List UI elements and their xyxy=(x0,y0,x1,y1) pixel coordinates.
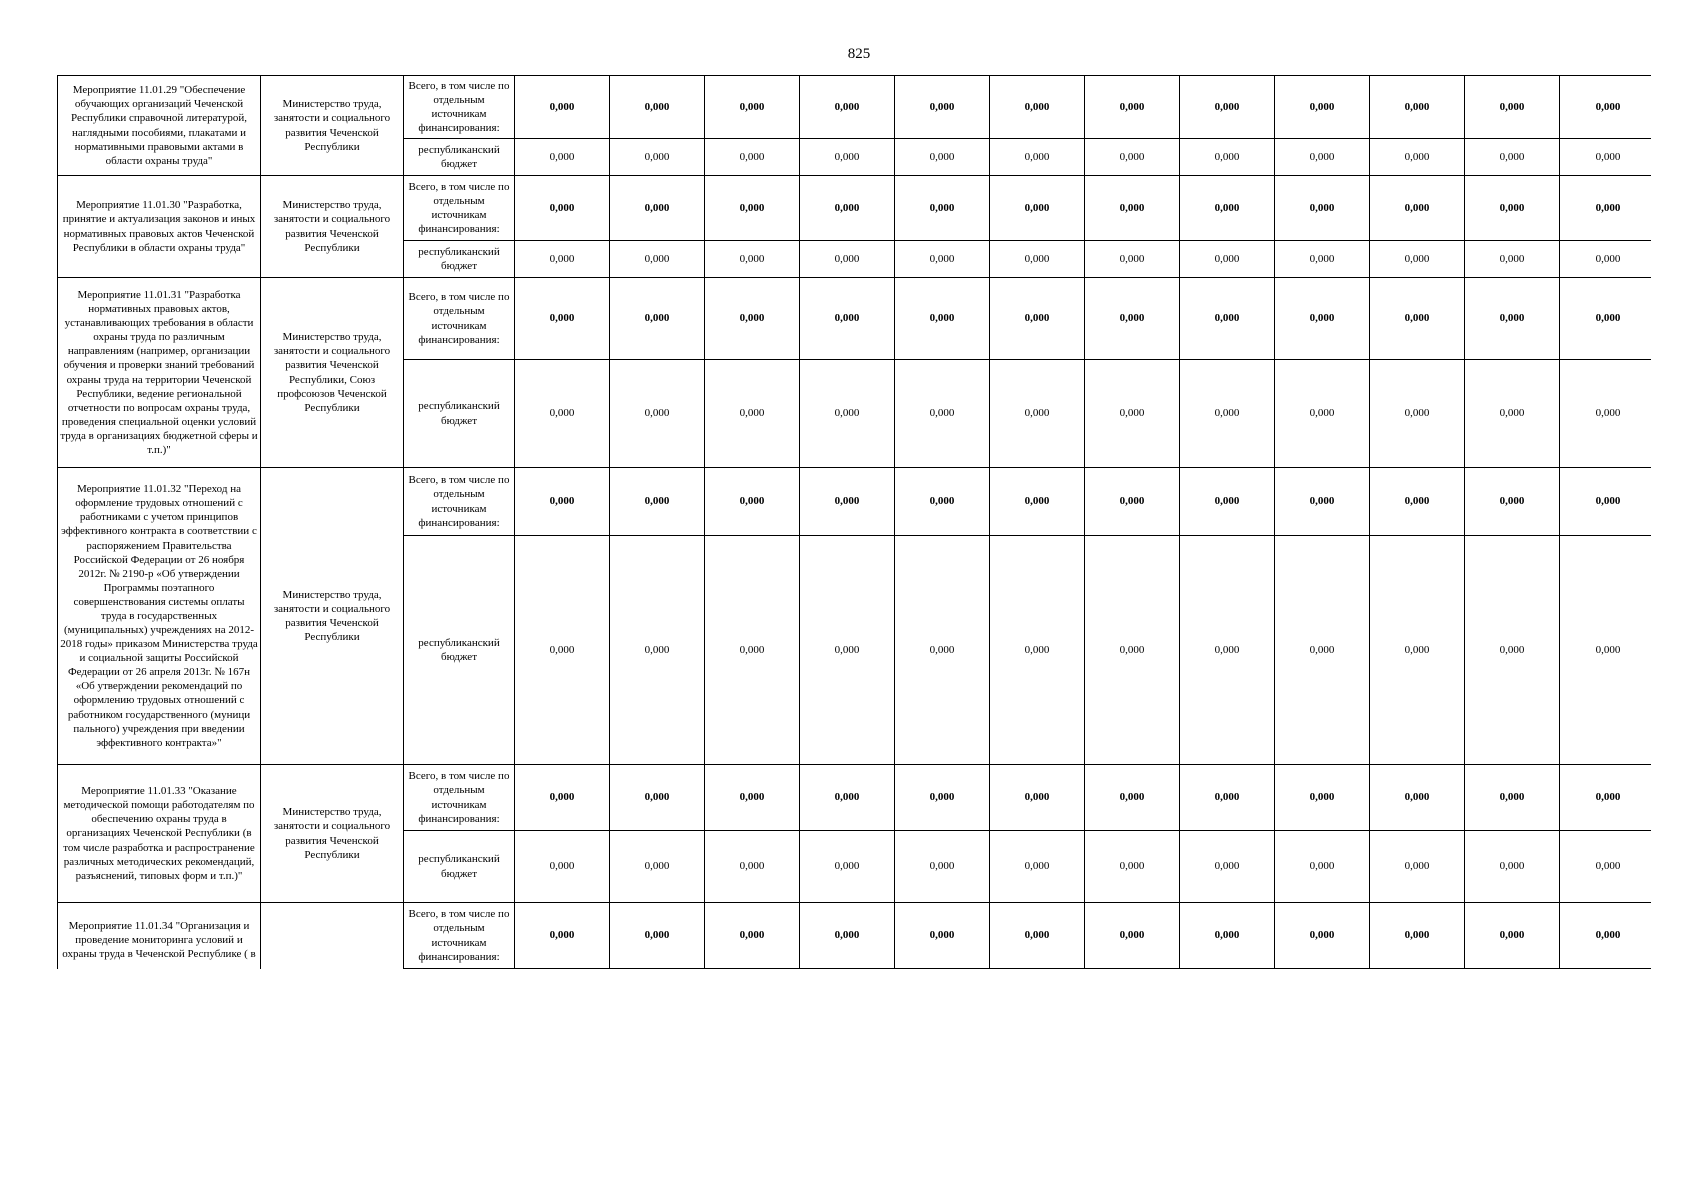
financing-table xyxy=(57,75,1651,969)
value-budget-cell: 0,000 xyxy=(1560,139,1652,176)
value-budget-cell: 0,000 xyxy=(800,360,895,468)
value-total-cell: 0,000 xyxy=(990,903,1085,969)
source-total-label: Всего, в том числе по отдельным источникам финансирования: xyxy=(404,176,515,241)
value-total-cell: 0,000 xyxy=(515,903,610,969)
value-budget-cell: 0,000 xyxy=(1180,831,1275,903)
value-budget-cell: 0,000 xyxy=(1275,831,1370,903)
value-budget-cell: 0,000 xyxy=(705,139,800,176)
value-total-cell: 0,000 xyxy=(1275,176,1370,241)
value-total-cell: 0,000 xyxy=(895,903,990,969)
value-budget-cell: 0,000 xyxy=(610,139,705,176)
value-total-cell: 0,000 xyxy=(1180,278,1275,360)
value-total-cell: 0,000 xyxy=(800,903,895,969)
value-budget-cell: 0,000 xyxy=(990,139,1085,176)
value-budget-cell: 0,000 xyxy=(610,536,705,765)
value-budget-cell: 0,000 xyxy=(705,360,800,468)
value-total-cell: 0,000 xyxy=(1560,76,1652,139)
value-budget-cell: 0,000 xyxy=(1465,360,1560,468)
value-total-cell: 0,000 xyxy=(1085,176,1180,241)
value-total-cell: 0,000 xyxy=(1180,903,1275,969)
value-total-cell: 0,000 xyxy=(990,468,1085,536)
value-total-cell: 0,000 xyxy=(1180,468,1275,536)
measure-name: Мероприятие 11.01.31 "Разработка нормативных правовых актов, устанавливающих требования в области охраны труда по различным направлениям (например, организации обучения и проверки знаний требований охраны труда на территории Чеченской Республики, ведение региональной отчетности по вопросам охраны труда, проведения специальной оценки условий труда в организациях бюджетной сферы и т.п.)" xyxy=(58,278,261,468)
measure-executor: Министерство труда, занятости и социального развития Чеченской Республики, Союз профсоюзов Чеченской Республики xyxy=(261,278,404,468)
value-budget-cell: 0,000 xyxy=(515,536,610,765)
value-budget-cell: 0,000 xyxy=(895,241,990,278)
source-budget-label: республиканский бюджет xyxy=(404,831,515,903)
value-total-cell: 0,000 xyxy=(895,278,990,360)
measure-name: Мероприятие 11.01.30 "Разработка, принятие и актуализация законов и иных нормативных правовых актов Чеченской Республики в области охраны труда" xyxy=(58,176,261,278)
value-budget-cell: 0,000 xyxy=(610,360,705,468)
value-total-cell: 0,000 xyxy=(1370,76,1465,139)
value-budget-cell: 0,000 xyxy=(1085,139,1180,176)
source-total-label: Всего, в том числе по отдельным источникам финансирования: xyxy=(404,76,515,139)
value-total-cell: 0,000 xyxy=(610,903,705,969)
measure-total-row xyxy=(58,278,1652,360)
measure-executor: Министерство труда, занятости и социального развития Чеченской Республики xyxy=(261,176,404,278)
value-budget-cell: 0,000 xyxy=(515,139,610,176)
value-total-cell: 0,000 xyxy=(800,278,895,360)
value-total-cell: 0,000 xyxy=(1560,468,1652,536)
value-total-cell: 0,000 xyxy=(610,76,705,139)
value-total-cell: 0,000 xyxy=(1085,765,1180,831)
value-budget-cell: 0,000 xyxy=(800,139,895,176)
measure-executor xyxy=(261,903,404,969)
value-budget-cell: 0,000 xyxy=(990,536,1085,765)
value-total-cell: 0,000 xyxy=(990,76,1085,139)
measure-total-row xyxy=(58,903,1652,969)
value-budget-cell: 0,000 xyxy=(1560,360,1652,468)
value-total-cell: 0,000 xyxy=(1085,76,1180,139)
value-total-cell: 0,000 xyxy=(1560,765,1652,831)
value-budget-cell: 0,000 xyxy=(1180,139,1275,176)
value-total-cell: 0,000 xyxy=(1560,176,1652,241)
value-budget-cell: 0,000 xyxy=(1370,536,1465,765)
value-budget-cell: 0,000 xyxy=(1275,536,1370,765)
value-budget-cell: 0,000 xyxy=(1370,360,1465,468)
value-total-cell: 0,000 xyxy=(1085,278,1180,360)
value-total-cell: 0,000 xyxy=(515,278,610,360)
value-total-cell: 0,000 xyxy=(610,176,705,241)
value-budget-cell: 0,000 xyxy=(1180,536,1275,765)
measure-name: Мероприятие 11.01.33 "Оказание методической помощи работодателям по обеспечению охраны труда в организациях Чеченской Республики (в том числе разработка и распространение различных методических рекомендаций, разъяснений, типовых форм и т.п.)" xyxy=(58,765,261,903)
measure-total-row xyxy=(58,468,1652,536)
value-total-cell: 0,000 xyxy=(1275,76,1370,139)
value-budget-cell: 0,000 xyxy=(1370,139,1465,176)
value-total-cell: 0,000 xyxy=(1085,468,1180,536)
value-total-cell: 0,000 xyxy=(610,468,705,536)
source-total-label: Всего, в том числе по отдельным источникам финансирования: xyxy=(404,278,515,360)
value-total-cell: 0,000 xyxy=(1370,176,1465,241)
measure-executor: Министерство труда, занятости и социального развития Чеченской Республики xyxy=(261,765,404,903)
value-total-cell: 0,000 xyxy=(1275,903,1370,969)
value-budget-cell: 0,000 xyxy=(1085,241,1180,278)
measure-total-row xyxy=(58,765,1652,831)
value-budget-cell: 0,000 xyxy=(1180,360,1275,468)
value-budget-cell: 0,000 xyxy=(610,241,705,278)
value-budget-cell: 0,000 xyxy=(1275,360,1370,468)
value-total-cell: 0,000 xyxy=(610,278,705,360)
source-budget-label: республиканский бюджет xyxy=(404,241,515,278)
value-budget-cell: 0,000 xyxy=(990,241,1085,278)
value-total-cell: 0,000 xyxy=(1275,278,1370,360)
value-total-cell: 0,000 xyxy=(800,176,895,241)
value-total-cell: 0,000 xyxy=(895,76,990,139)
source-budget-label: республиканский бюджет xyxy=(404,360,515,468)
value-budget-cell: 0,000 xyxy=(895,360,990,468)
value-total-cell: 0,000 xyxy=(705,903,800,969)
value-budget-cell: 0,000 xyxy=(800,241,895,278)
value-budget-cell: 0,000 xyxy=(1275,241,1370,278)
measure-executor: Министерство труда, занятости и социального развития Чеченской Республики xyxy=(261,468,404,765)
value-budget-cell: 0,000 xyxy=(1465,536,1560,765)
value-budget-cell: 0,000 xyxy=(1180,241,1275,278)
value-total-cell: 0,000 xyxy=(515,765,610,831)
value-total-cell: 0,000 xyxy=(705,278,800,360)
value-budget-cell: 0,000 xyxy=(515,241,610,278)
source-total-label: Всего, в том числе по отдельным источникам финансирования: xyxy=(404,468,515,536)
value-budget-cell: 0,000 xyxy=(895,536,990,765)
value-total-cell: 0,000 xyxy=(895,468,990,536)
value-total-cell: 0,000 xyxy=(1465,903,1560,969)
value-budget-cell: 0,000 xyxy=(1465,831,1560,903)
value-budget-cell: 0,000 xyxy=(800,536,895,765)
value-total-cell: 0,000 xyxy=(990,765,1085,831)
source-total-label: Всего, в том числе по отдельным источникам финансирования: xyxy=(404,903,515,969)
value-budget-cell: 0,000 xyxy=(990,831,1085,903)
value-budget-cell: 0,000 xyxy=(1465,241,1560,278)
value-total-cell: 0,000 xyxy=(800,765,895,831)
value-total-cell: 0,000 xyxy=(1085,903,1180,969)
measure-executor: Министерство труда, занятости и социального развития Чеченской Республики xyxy=(261,76,404,176)
value-budget-cell: 0,000 xyxy=(515,831,610,903)
page-number: 825 xyxy=(847,46,871,62)
value-budget-cell: 0,000 xyxy=(800,831,895,903)
value-budget-cell: 0,000 xyxy=(1370,241,1465,278)
value-budget-cell: 0,000 xyxy=(1085,536,1180,765)
source-budget-label: республиканский бюджет xyxy=(404,139,515,176)
value-total-cell: 0,000 xyxy=(1180,76,1275,139)
value-total-cell: 0,000 xyxy=(705,176,800,241)
measure-name: Мероприятие 11.01.32 "Переход на оформление трудовых отношений с работниками с учетом принципов эффективного контракта в соответствии с распоряжением Правительства Российской Федерации от 26 ноября 2012г. № 2190-р «Об утверждении Программы поэтапного совершенствования системы оплаты труда в государственных (муниципальных) учреждениях на 2012-2018 годы» приказом Министерства труда и социальной защиты Российской Федерации от 26 апреля 2013г. № 167н «Об утверждении рекомендаций по оформлению трудовых отношений с работником государственного (муници пального) учреждения при введении эффективного контракта»" xyxy=(58,468,261,765)
value-total-cell: 0,000 xyxy=(895,176,990,241)
value-total-cell: 0,000 xyxy=(1370,765,1465,831)
value-budget-cell: 0,000 xyxy=(705,536,800,765)
value-total-cell: 0,000 xyxy=(1560,278,1652,360)
value-total-cell: 0,000 xyxy=(515,176,610,241)
value-budget-cell: 0,000 xyxy=(705,241,800,278)
value-total-cell: 0,000 xyxy=(1560,903,1652,969)
value-total-cell: 0,000 xyxy=(800,468,895,536)
value-budget-cell: 0,000 xyxy=(1085,831,1180,903)
value-budget-cell: 0,000 xyxy=(1465,139,1560,176)
value-total-cell: 0,000 xyxy=(1275,765,1370,831)
value-total-cell: 0,000 xyxy=(895,765,990,831)
value-budget-cell: 0,000 xyxy=(895,139,990,176)
value-budget-cell: 0,000 xyxy=(990,360,1085,468)
value-total-cell: 0,000 xyxy=(990,176,1085,241)
measure-total-row xyxy=(58,176,1652,241)
value-budget-cell: 0,000 xyxy=(515,360,610,468)
value-total-cell: 0,000 xyxy=(705,76,800,139)
value-budget-cell: 0,000 xyxy=(610,831,705,903)
value-total-cell: 0,000 xyxy=(1180,765,1275,831)
value-total-cell: 0,000 xyxy=(705,468,800,536)
value-total-cell: 0,000 xyxy=(1370,468,1465,536)
value-total-cell: 0,000 xyxy=(1465,278,1560,360)
measure-name: Мероприятие 11.01.34 "Организация и проведение мониторинга условий и охраны труда в Чеченской Республике ( в xyxy=(58,903,261,969)
measure-name: Мероприятие 11.01.29 "Обеспечение обучающих организаций Чеченской Республики справочной литературой, наглядными пособиями, плакатами и нормативными правовыми актами в области охраны труда" xyxy=(58,76,261,176)
value-total-cell: 0,000 xyxy=(1180,176,1275,241)
value-total-cell: 0,000 xyxy=(1275,468,1370,536)
value-total-cell: 0,000 xyxy=(1370,903,1465,969)
source-budget-label: республиканский бюджет xyxy=(404,536,515,765)
value-total-cell: 0,000 xyxy=(610,765,705,831)
value-total-cell: 0,000 xyxy=(705,765,800,831)
source-total-label: Всего, в том числе по отдельным источникам финансирования: xyxy=(404,765,515,831)
value-total-cell: 0,000 xyxy=(1465,176,1560,241)
measure-total-row xyxy=(58,76,1652,139)
value-budget-cell: 0,000 xyxy=(1560,536,1652,765)
value-budget-cell: 0,000 xyxy=(1085,360,1180,468)
value-budget-cell: 0,000 xyxy=(895,831,990,903)
document-sheet xyxy=(57,75,1651,979)
value-total-cell: 0,000 xyxy=(1465,468,1560,536)
value-total-cell: 0,000 xyxy=(990,278,1085,360)
value-budget-cell: 0,000 xyxy=(705,831,800,903)
value-budget-cell: 0,000 xyxy=(1370,831,1465,903)
value-total-cell: 0,000 xyxy=(515,76,610,139)
value-budget-cell: 0,000 xyxy=(1560,831,1652,903)
value-budget-cell: 0,000 xyxy=(1275,139,1370,176)
value-total-cell: 0,000 xyxy=(1370,278,1465,360)
value-total-cell: 0,000 xyxy=(515,468,610,536)
value-budget-cell: 0,000 xyxy=(1560,241,1652,278)
value-total-cell: 0,000 xyxy=(1465,76,1560,139)
value-total-cell: 0,000 xyxy=(1465,765,1560,831)
value-total-cell: 0,000 xyxy=(800,76,895,139)
